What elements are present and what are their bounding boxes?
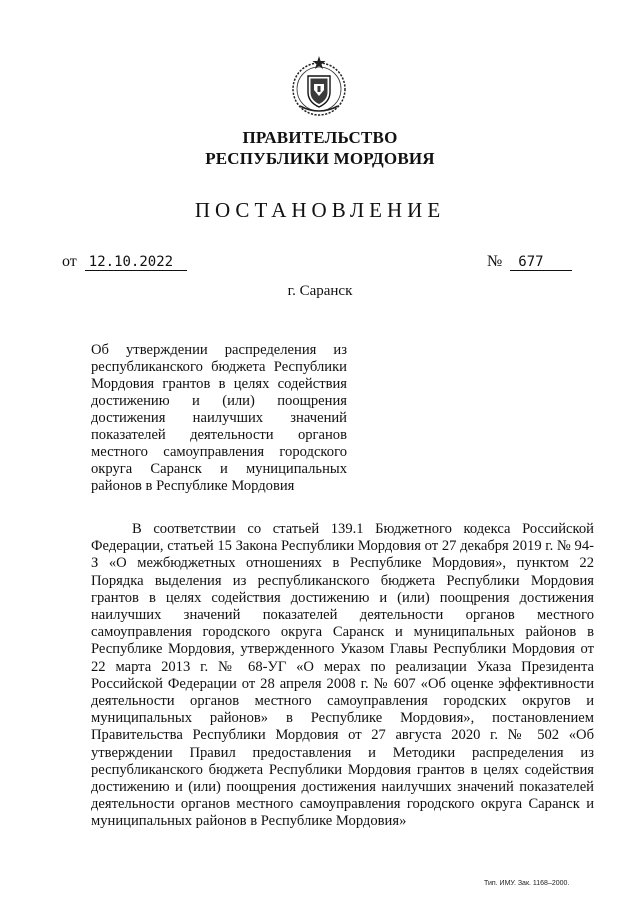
government-title-line2: РЕСПУБЛИКИ МОРДОВИЯ <box>205 149 435 168</box>
document-number: 677 <box>510 254 571 271</box>
government-title-line1: ПРАВИТЕЛЬСТВО <box>242 128 398 147</box>
number-line <box>487 253 572 271</box>
print-mark: Тип. ИМУ. Зак. 1168–2000. <box>484 880 570 887</box>
number-prefix: № <box>487 253 503 270</box>
city-name: г. Саранск <box>287 283 353 299</box>
coat-of-arms-emblem-icon <box>286 54 352 120</box>
document-body-paragraph: В соответствии со статьей 139.1 Бюджетного кодекса Российской Федерации, статьей 15 Закона Республики Мордовия от 27 декабря 2019 г. № 94-З «О межбюджетных отношениях в Республике Мордовия», пунктом 22 Порядка выделения из республиканского бюджета Республики Мордовия грантов в целях содействия достижению и (или) поощрения достижения наилучших значений показателей деятельности органов местного самоуправления городского округа Саранск и муниципальных районов в Республике Мордовия, утвержденного Указом Главы Республики Мордовия от 22 марта 2013 г. № 68-УГ «О мерах по реализации Указа Президента Российской Федерации от 28 апреля 2008 г. № 607 «Об оценке эффективности деятельности органов местного самоуправления городских округов и муниципальных районов» в Республике Мордовия», постановлением Правительства Республики Мордовия от 27 августа 2020 г. № 502 «Об утверждении Правил предоставления и Методики распределения из республиканского бюджета Республики Мордовия грантов в целях содействия достижению и (или) поощрения достижения наилучших значений показателей деятельности органов местного самоуправления городского округа Саранск и муниципальных районов в Республике Мордовия» <box>91 521 594 830</box>
date-prefix: от <box>62 253 77 270</box>
document-type-title: ПОСТАНОВЛЕНИЕ <box>194 198 446 222</box>
date-line <box>62 253 187 271</box>
document-subject: Об утверждении распределения из республиканского бюджета Республики Мордовия грантов в целях содействия достижению и (или) поощрения достижения наилучших значений показателей деятельности органов местного самоуправления городского округа Саранск и муниципальных районов в Республике Мордовия <box>91 342 347 494</box>
document-date: 12.10.2022 <box>85 254 187 271</box>
